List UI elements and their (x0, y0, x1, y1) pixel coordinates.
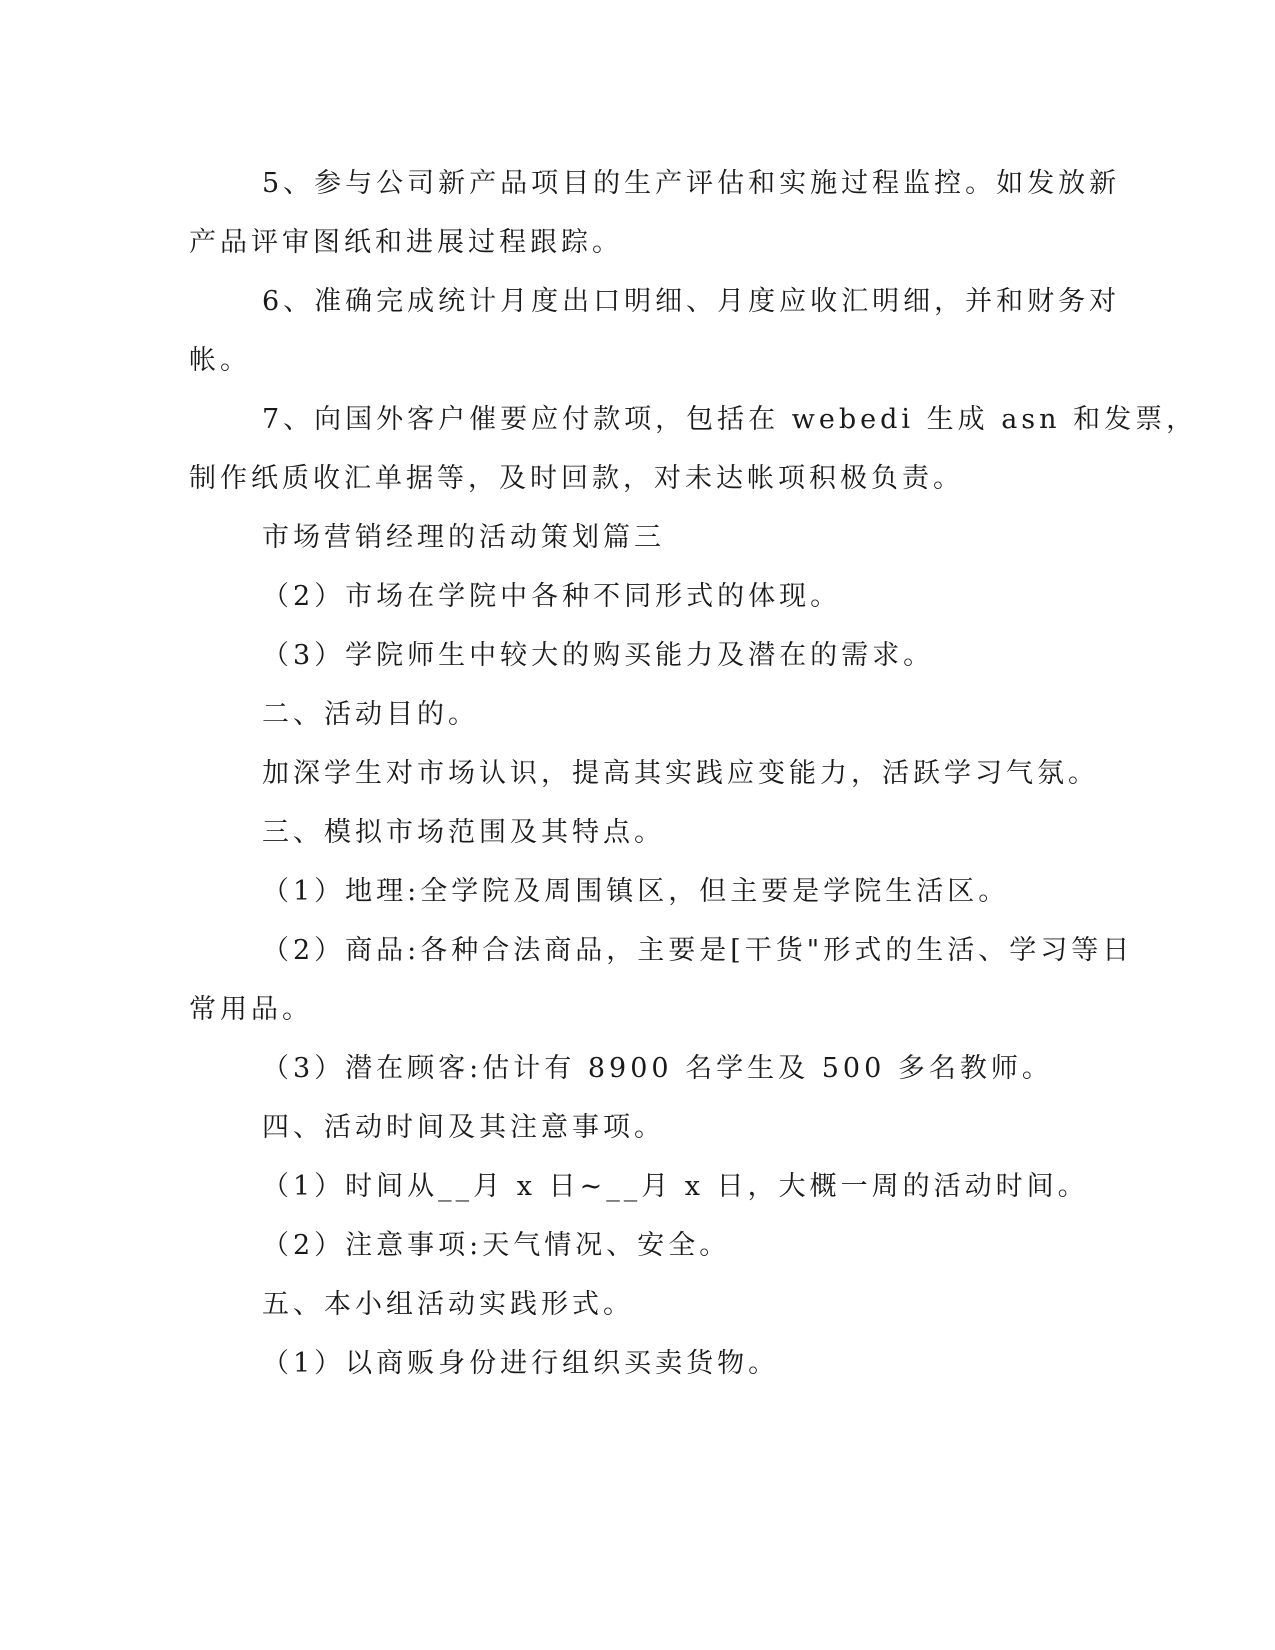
section-title: 市场营销经理的活动策划篇三 (262, 522, 665, 553)
text-line: （2）市场在学院中各种不同形式的体现。 (262, 581, 842, 612)
section-heading: 二、活动目的。 (262, 699, 479, 730)
text-line: 产品评审图纸和进展过程跟踪。 (189, 227, 623, 258)
text-line: 6、准确完成统计月度出口明细、月度应收汇明细，并和财务对 (262, 286, 1121, 317)
text-line: 5、参与公司新产品项目的生产评估和实施过程监控。如发放新 (262, 168, 1121, 199)
section-heading: 三、模拟市场范围及其特点。 (262, 817, 665, 848)
text-line: （3）潜在顾客:估计有 8900 名学生及 500 多名教师。 (262, 1053, 1053, 1084)
text-line: （1）时间从__月 x 日~__月 x 日，大概一周的活动时间。 (262, 1171, 1089, 1202)
text-line: 帐。 (189, 345, 251, 376)
text-line: 常用品。 (189, 994, 313, 1025)
text-line: 制作纸质收汇单据等，及时回款，对未达帐项积极负责。 (189, 463, 964, 494)
text-line: （2）商品:各种合法商品，主要是[干货"形式的生活、学习等日 (262, 935, 1134, 966)
text-line: （1）地理:全学院及周围镇区，但主要是学院生活区。 (262, 876, 1010, 907)
section-heading: 五、本小组活动实践形式。 (262, 1289, 634, 1320)
text-line: （1）以商贩身份进行组织买卖货物。 (262, 1348, 780, 1379)
text-line: （2）注意事项:天气情况、安全。 (262, 1230, 731, 1261)
text-line: （3）学院师生中较大的购买能力及潜在的需求。 (262, 640, 935, 671)
text-line: 7、向国外客户催要应付款项，包括在 webedi 生成 asn 和发票， (262, 404, 1198, 435)
section-heading: 四、活动时间及其注意事项。 (262, 1112, 665, 1143)
text-line: 加深学生对市场认识，提高其实践应变能力，活跃学习气氛。 (262, 758, 1099, 789)
